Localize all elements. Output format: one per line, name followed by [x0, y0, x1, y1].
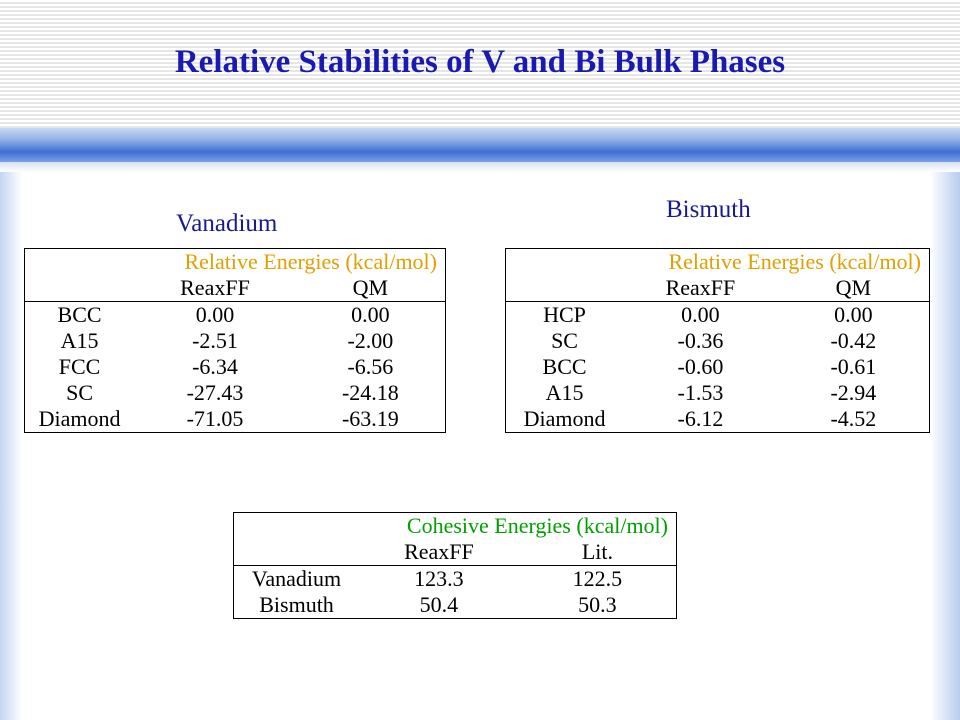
reaxff-cell: -6.12 — [677, 406, 724, 431]
lit-cell: 50.3 — [578, 592, 617, 617]
column-header-lit: Lit. — [519, 539, 677, 566]
phase-cell: A15 — [545, 380, 584, 405]
left-side-gradient — [0, 172, 22, 720]
column-header-reaxff: ReaxFF — [623, 275, 778, 302]
cohesive-energy-table — [233, 512, 677, 619]
reaxff-cell: -1.53 — [677, 380, 724, 405]
reaxff-cell: -6.34 — [192, 354, 238, 379]
table-header-title: Cohesive Energies (kcal/mol) — [406, 513, 668, 538]
qm-cell: 0.00 — [834, 302, 873, 327]
table-header-columns-row — [25, 275, 446, 302]
reaxff-cell: -2.51 — [192, 328, 238, 353]
bismuth-relative-energy-table — [505, 248, 930, 433]
phase-cell: SC — [66, 380, 94, 405]
table-row — [25, 328, 446, 354]
qm-cell: -2.94 — [830, 380, 877, 405]
qm-cell: -4.52 — [830, 406, 877, 431]
phase-cell: FCC — [58, 354, 101, 379]
table-row — [506, 328, 930, 354]
qm-cell: -0.61 — [830, 354, 877, 379]
table-row — [506, 302, 930, 329]
qm-cell: 0.00 — [351, 302, 390, 327]
qm-cell: -2.00 — [347, 328, 394, 353]
column-header-qm: QM — [778, 275, 930, 302]
table-header-title-row — [234, 513, 677, 540]
element-cell: Vanadium — [251, 566, 342, 591]
slide-title: Relative Stabilities of V and Bi Bulk Phases — [174, 44, 786, 80]
table-header-title: Relative Energies (kcal/mol) — [184, 249, 437, 274]
phase-cell: Diamond — [38, 406, 121, 431]
column-header-reaxff: ReaxFF — [134, 275, 296, 302]
header-accent-bar — [0, 128, 960, 162]
qm-cell: -0.42 — [830, 328, 877, 353]
qm-cell: -6.56 — [347, 354, 394, 379]
column-header-reaxff: ReaxFF — [359, 539, 519, 566]
table-header-title: Relative Energies (kcal/mol) — [668, 249, 921, 274]
table-row — [234, 566, 677, 593]
table-row — [234, 592, 677, 619]
bismuth-caption: Bismuth — [666, 196, 751, 223]
table-row — [506, 354, 930, 380]
table-row — [506, 406, 930, 433]
phase-cell: SC — [551, 328, 578, 353]
element-cell: Bismuth — [259, 592, 334, 617]
reaxff-cell: 0.00 — [195, 302, 235, 327]
phase-cell: BCC — [57, 302, 102, 327]
table-row — [25, 354, 446, 380]
vanadium-relative-energy-table — [24, 248, 446, 433]
phase-cell: A15 — [60, 328, 99, 353]
phase-cell: BCC — [542, 354, 587, 379]
reaxff-cell: 0.00 — [681, 302, 720, 327]
table-row — [25, 380, 446, 406]
accent-bar-shadow — [0, 162, 960, 172]
reaxff-cell: 123.3 — [414, 566, 464, 591]
right-side-gradient — [930, 172, 960, 720]
table-header-columns-row — [506, 275, 930, 302]
table-row — [25, 302, 446, 329]
reaxff-cell: -71.05 — [186, 406, 244, 431]
table-header-title-row — [506, 249, 930, 276]
table-header-title-row — [25, 249, 446, 276]
qm-cell: -63.19 — [341, 406, 399, 431]
reaxff-cell: -0.36 — [677, 328, 724, 353]
table-row — [25, 406, 446, 433]
reaxff-cell: -0.60 — [677, 354, 724, 379]
lit-cell: 122.5 — [572, 566, 623, 591]
vanadium-caption: Vanadium — [176, 210, 278, 237]
column-header-qm: QM — [296, 275, 446, 302]
table-row — [506, 380, 930, 406]
phase-cell: HCP — [543, 302, 586, 327]
reaxff-cell: 50.4 — [419, 592, 459, 617]
table-header-columns-row — [234, 539, 677, 566]
reaxff-cell: -27.43 — [186, 380, 244, 405]
qm-cell: -24.18 — [341, 380, 399, 405]
phase-cell: Diamond — [523, 406, 606, 431]
